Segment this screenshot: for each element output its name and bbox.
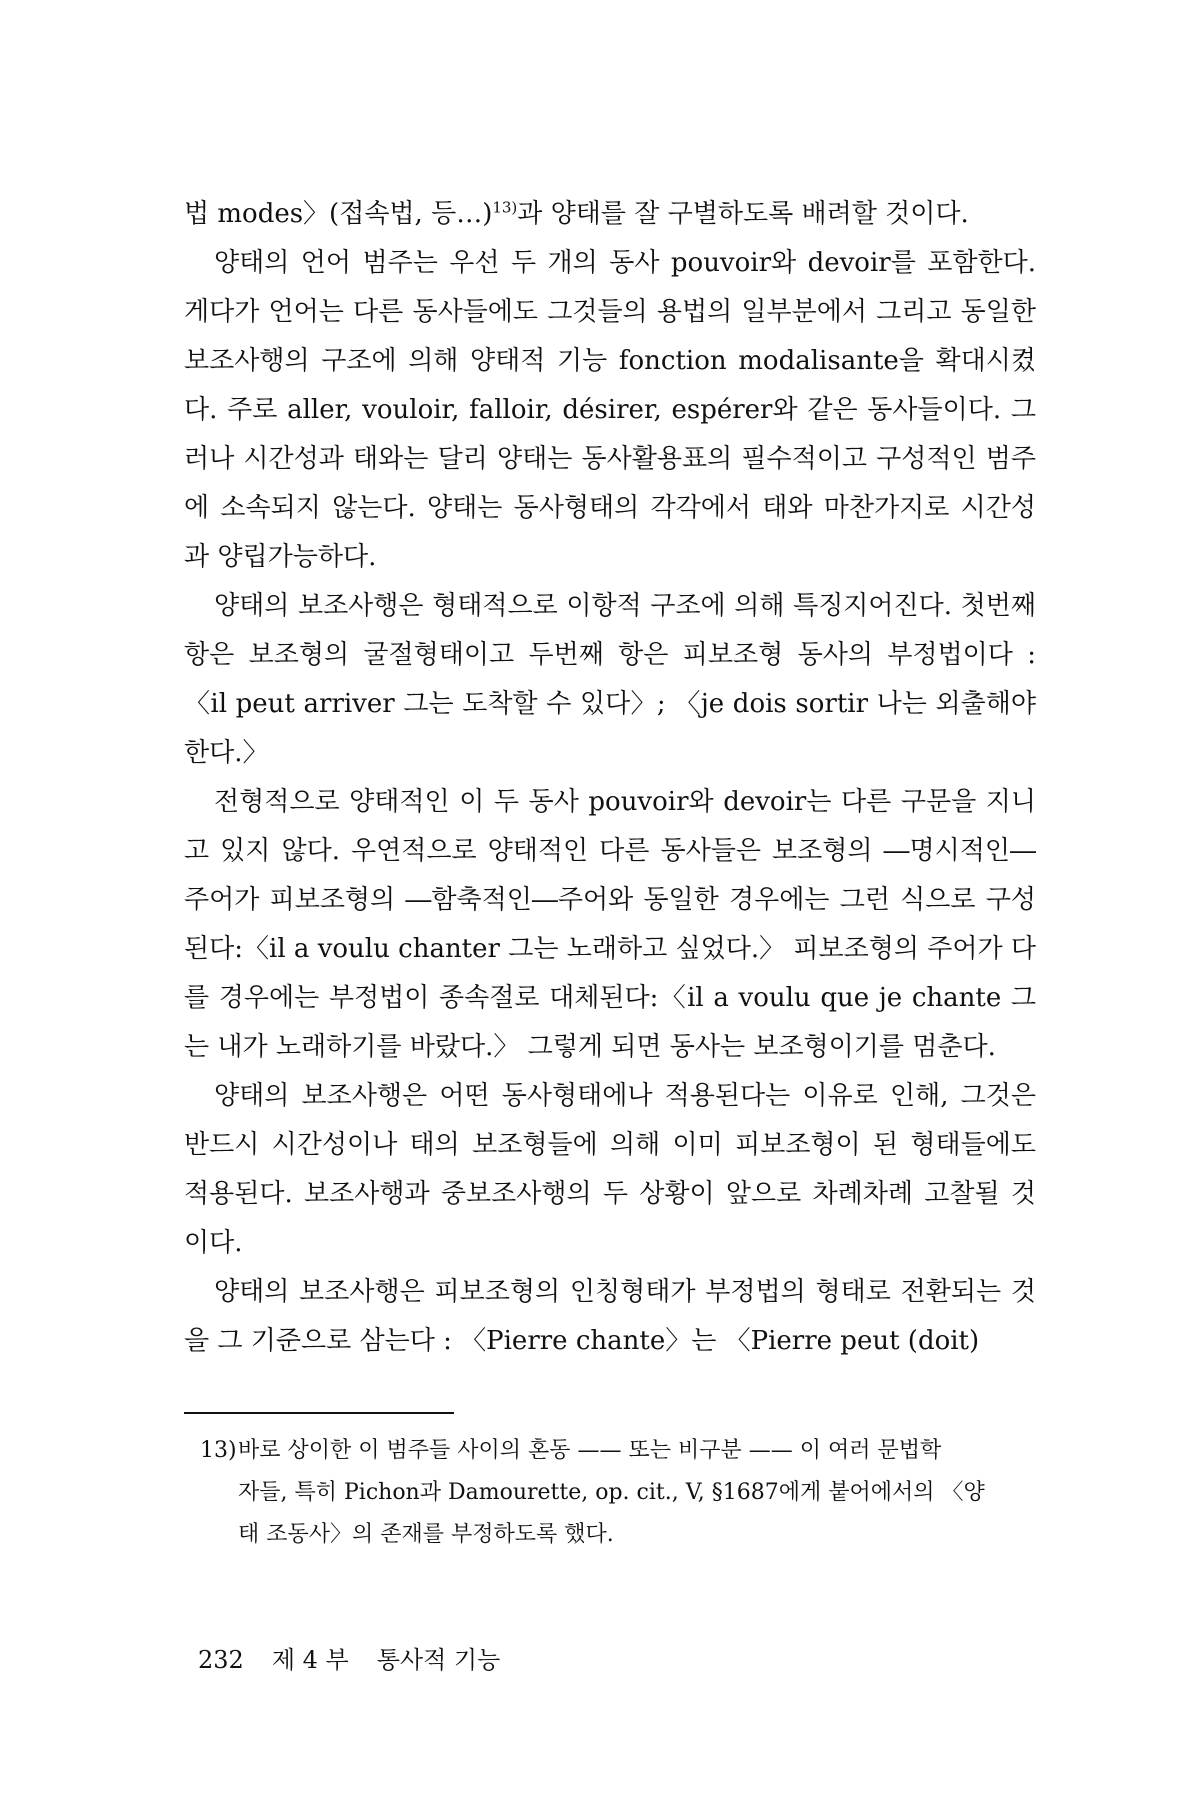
paragraph-4: 전형적으로 양태적인 이 두 동사 pouvoir와 devoir는 다른 구문을 지니고 있지 않다. 우연적으로 양태적인 다른 동사들은 보조형의 ―명시적인―주어가 피보조형의 ―함축적인―주어와 동일한 경우에는 그런 식으로 구성된다:〈il a voulu chanter 그는 노래하고 싶었다.〉 피보조형의 주어가 다를 경우에는 부정법이 종속절로 대체된다:〈il a voulu que je chante 그는 내가 노래하기를 바랐다.〉 그렇게 되면 동사는 보조형이기를 멈춘다.: [184, 787, 1036, 1062]
footnote-reference: 13): [492, 198, 518, 217]
page-footer: [198, 1640, 528, 1675]
footnote-divider: [184, 1412, 454, 1414]
paragraph-5: 양태의 보조사행은 어떤 동사형태에나 적용된다는 이유로 인해, 그것은 반드시 시간성이나 태의 보조형들에 의해 이미 피보조형이 된 형태들에도 적용된다. 보조사행과 중보조사행의 두 상황이 앞으로 차례차례 고찰될 것이다.: [184, 1081, 1036, 1258]
paragraph-1-head: 법 modes〉(접속법, 등…): [184, 199, 493, 229]
section-label: 통사적 기능: [376, 1646, 501, 1674]
paragraph-1: [184, 190, 1036, 239]
footnote-line-1: [200, 1430, 1036, 1472]
footnote-number: 13): [200, 1438, 237, 1463]
footnote-line-1-text: 바로 상이한 이 범주들 사이의 혼동 —— 또는 비구분 —— 이 여러 문법학: [238, 1438, 942, 1463]
body-text: [184, 190, 1036, 1366]
paragraph-1-tail: 과 양태를 잘 구별하도록 배려할 것이다.: [517, 199, 969, 229]
part-label: 제 4 부: [271, 1646, 349, 1674]
footnote-line-2: 자들, 특히 Pichon과 Damourette, op. cit., V, §1687에게 붙어에서의 〈양: [238, 1480, 985, 1505]
footnote: [200, 1430, 1036, 1556]
footnote-line-3: 태 조동사〉의 존재를 부정하도록 했다.: [238, 1522, 614, 1547]
paragraph-6: 양태의 보조사행은 피보조형의 인칭형태가 부정법의 형태로 전환되는 것을 그 기준으로 삼는다 : 〈Pierre chante〉는 〈Pierre peut (doit): [184, 1277, 1036, 1356]
page-number: 232: [198, 1646, 244, 1674]
paragraph-2: 양태의 언어 범주는 우선 두 개의 동사 pouvoir와 devoir를 포함한다. 게다가 언어는 다른 동사들에도 그것들의 용법의 일부분에서 그리고 동일한 보조사행의 구조에 의해 양태적 기능 fonction modalisante을 확대시켰다. 주로 aller, vouloir, falloir, désirer, espérer와 같은 동사들이다. 그러나 시간성과 태와는 달리 양태는 동사활용표의 필수적이고 구성적인 범주에 소속되지 않는다. 양태는 동사형태의 각각에서 태와 마찬가지로 시간성과 양립가능하다.: [184, 248, 1036, 572]
paragraph-3: 양태의 보조사행은 형태적으로 이항적 구조에 의해 특징지어진다. 첫번째 항은 보조형의 굴절형태이고 두번째 항은 피보조형 동사의 부정법이다 : 〈il peut arriver 그는 도착할 수 있다〉; 〈je dois sortir 나는 외출해야 한다.〉: [184, 591, 1036, 768]
